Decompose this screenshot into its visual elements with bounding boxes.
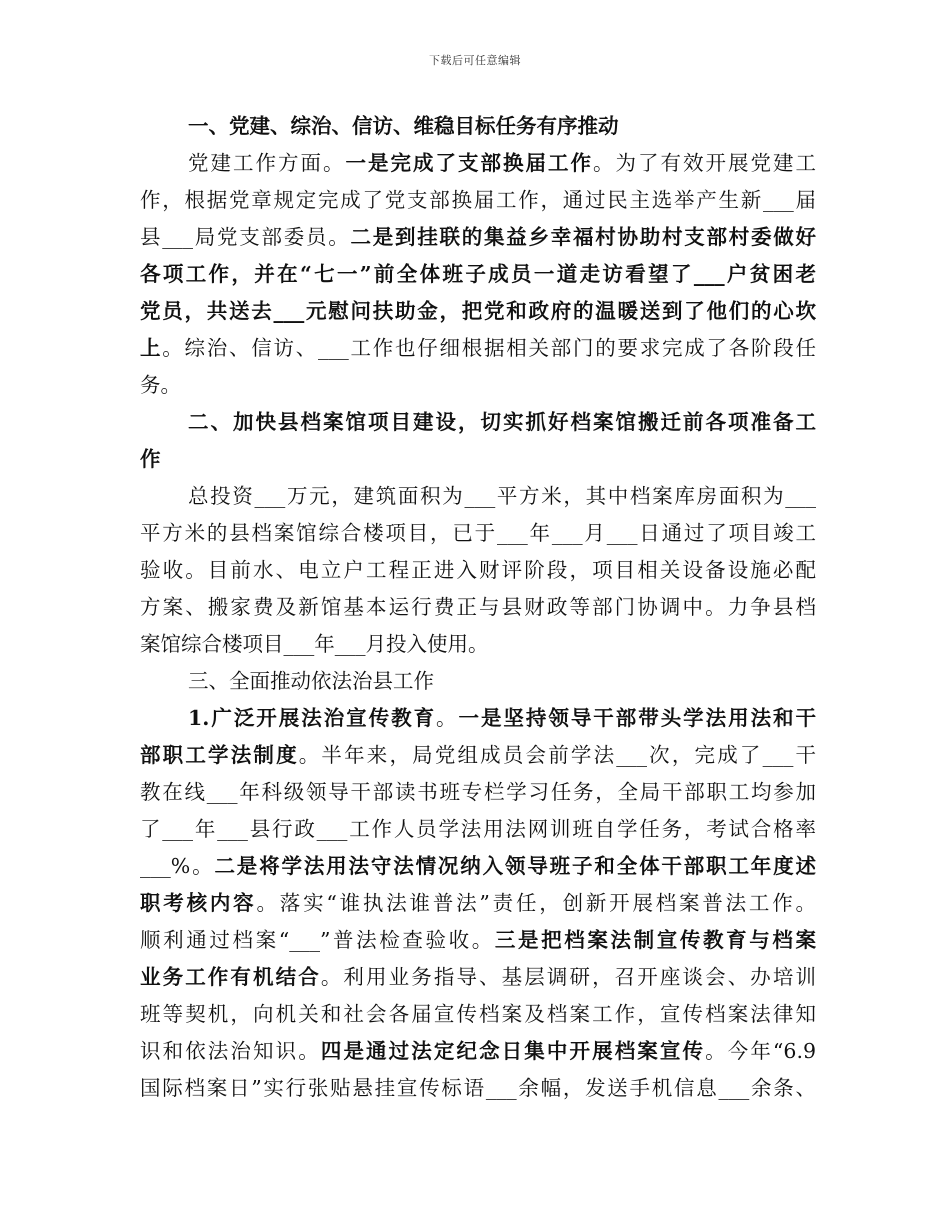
text-segment: 平方米的县档案馆综合楼项目，已于___年___月___日通过了项目竣工 <box>140 521 816 545</box>
page-header-note: 下载后可任意编辑 <box>429 54 521 67</box>
text-line <box>140 256 816 293</box>
text-segment: 验收。目前水、电立户工程正进入财评阶段，项目相关设备设施必配 <box>140 558 816 582</box>
text-segment: 案馆综合楼项目___年___月投入使用。 <box>140 632 489 656</box>
text-line <box>140 700 816 737</box>
text-line <box>140 959 816 996</box>
text-line <box>140 885 816 922</box>
text-segment: 。综治、信访、___工作也仔细根据相关部门的要求完成了各阶段任 <box>162 336 816 360</box>
text-line <box>140 737 816 774</box>
bold-text-segment: 党员，共送去___元慰问扶助金，把党和政府的温暖送到了他们的心坎 <box>140 299 816 323</box>
text-line <box>140 182 816 219</box>
text-segment: 顺利通过档案“___”普法检查验收。 <box>140 928 495 952</box>
bold-text-segment: 四是通过法定纪念日集中开展档案宣传 <box>320 1039 706 1063</box>
text-line <box>140 589 816 626</box>
text-line <box>140 108 816 145</box>
text-line <box>140 663 816 700</box>
bold-text-segment: 部职工学法制度 <box>140 743 299 767</box>
bold-text-segment: 三是把档案法制宣传教育与档案 <box>494 928 817 952</box>
text-segment: 。利用业务指导、基层调研，召开座谈会、办培训 <box>320 965 816 989</box>
text-segment: 班等契机，向机关和社会各届宣传档案及档案工作，宣传档案法律知 <box>140 1002 816 1026</box>
text-line <box>140 441 816 478</box>
text-line <box>140 626 816 663</box>
bold-text-segment: 各项工作，并在“七一”前全体班子成员一道走访看望了___户贫困老 <box>140 262 816 286</box>
text-line <box>140 996 816 1033</box>
bold-text-segment: 二是将学法用法守法情况纳入领导班子和全体干部职工年度述 <box>214 854 817 878</box>
bold-text-segment: 作 <box>140 447 161 471</box>
text-segment: 了___年___县行政___工作人员学法用法网训班自学任务，考试合格率 <box>140 817 816 841</box>
text-segment: 。 <box>436 706 459 730</box>
text-line <box>140 922 816 959</box>
text-segment: 国际档案日”实行张贴悬挂宣传标语___余幅，发送手机信息___余条、 <box>140 1076 816 1100</box>
text-line <box>140 1033 816 1070</box>
text-segment: 。落实“谁执法谁普法”责任，创新开展档案普法工作。 <box>256 891 817 915</box>
text-line <box>140 848 816 885</box>
text-line <box>140 1070 816 1107</box>
text-line <box>140 478 816 515</box>
text-segment: 县___局党支部委员。 <box>140 225 351 249</box>
bold-text-segment: 职考核内容 <box>140 891 257 915</box>
text-segment: 。今年“6.9 <box>705 1039 817 1063</box>
text-line <box>140 552 816 589</box>
text-segment: 务。 <box>140 373 181 397</box>
text-line <box>140 330 816 367</box>
text-line <box>140 515 816 552</box>
text-segment: ___%。 <box>140 854 215 878</box>
document-body <box>140 108 816 1107</box>
text-line <box>140 811 816 848</box>
text-line <box>140 145 816 182</box>
bold-text-segment: 上 <box>140 336 163 360</box>
text-segment: 教在线___年科级领导干部读书班专栏学习任务，全局干部职工均参加 <box>140 780 816 804</box>
text-segment: 党建工作方面。 <box>188 151 346 175</box>
text-line <box>140 219 816 256</box>
text-line <box>140 293 816 330</box>
text-segment: 方案、搬家费及新馆基本运行费正与县财政等部门协调中。力争县档 <box>140 595 816 619</box>
text-line <box>140 404 816 441</box>
bold-text-segment: 一、党建、综治、信访、维稳目标任务有序推动 <box>188 114 619 138</box>
bold-text-segment: 一是坚持领导干部带头学法用法和干 <box>458 706 816 730</box>
text-line <box>140 774 816 811</box>
bold-text-segment: 二是到挂联的集益乡幸福村协助村支部村委做好 <box>350 225 816 249</box>
text-segment: 作，根据党章规定完成了党支部换届工作，通过民主选举产生新___届 <box>140 188 816 212</box>
bold-text-segment: 业务工作有机结合 <box>140 965 321 989</box>
bold-text-segment: 二、加快县档案馆项目建设，切实抓好档案馆搬迁前各项准备工 <box>188 410 816 434</box>
text-segment: 。为了有效开展党建工 <box>593 151 816 175</box>
bold-text-segment: 一是完成了支部换届工作 <box>345 151 593 175</box>
text-segment: 总投资___万元，建筑面积为___平方米，其中档案库房面积为___ <box>188 484 816 508</box>
text-segment: 识和依法治知识。 <box>140 1039 321 1063</box>
bold-text-segment: 1.广泛开展法治宣传教育 <box>188 706 437 730</box>
text-segment: 。半年来，局党组成员会前学法___次，完成了___干 <box>298 743 816 767</box>
text-segment: 三、全面推动依法治县工作 <box>188 669 434 693</box>
text-line <box>140 367 816 404</box>
